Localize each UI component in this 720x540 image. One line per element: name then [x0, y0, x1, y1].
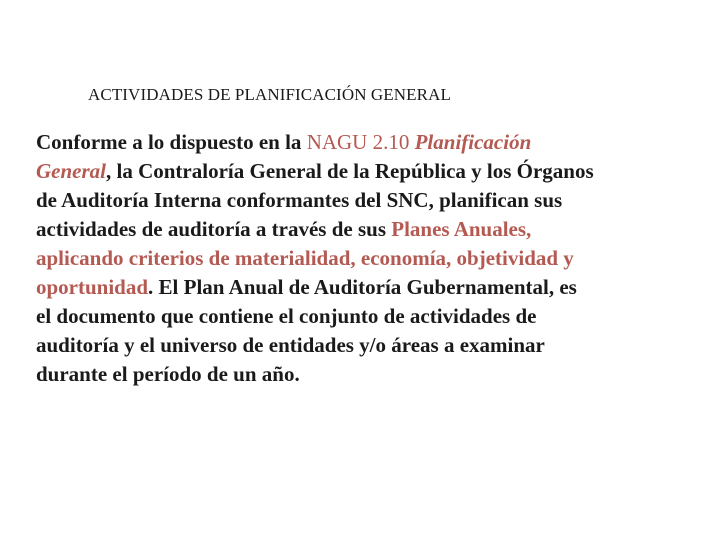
body-paragraph: [36, 128, 596, 389]
paragraph-text-1: Conforme a lo dispuesto en la: [36, 130, 307, 154]
slide-title: ACTIVIDADES DE PLANIFICACIÓN GENERAL: [88, 85, 451, 104]
reference-title: Planificación General: [36, 130, 532, 183]
paragraph-text-4: . El Plan Anual de Auditoría Gubernamental, es el documento que contiene el conjunto de actividades de auditoría y el universo de entidades y/o áreas a examinar durante el período de un año.: [36, 275, 577, 386]
nagu-reference: NAGU 2.10: [306, 130, 410, 154]
annual-plans-criteria: Planes Anuales, aplicando criterios de materialidad, economía, objetividad y oportunidad: [36, 217, 574, 299]
paragraph-text-3: , la Contraloría General de la República y los Órganos de Auditoría Interna conformantes del SNC, planifican sus actividades de auditoría a través de sus: [36, 159, 594, 241]
